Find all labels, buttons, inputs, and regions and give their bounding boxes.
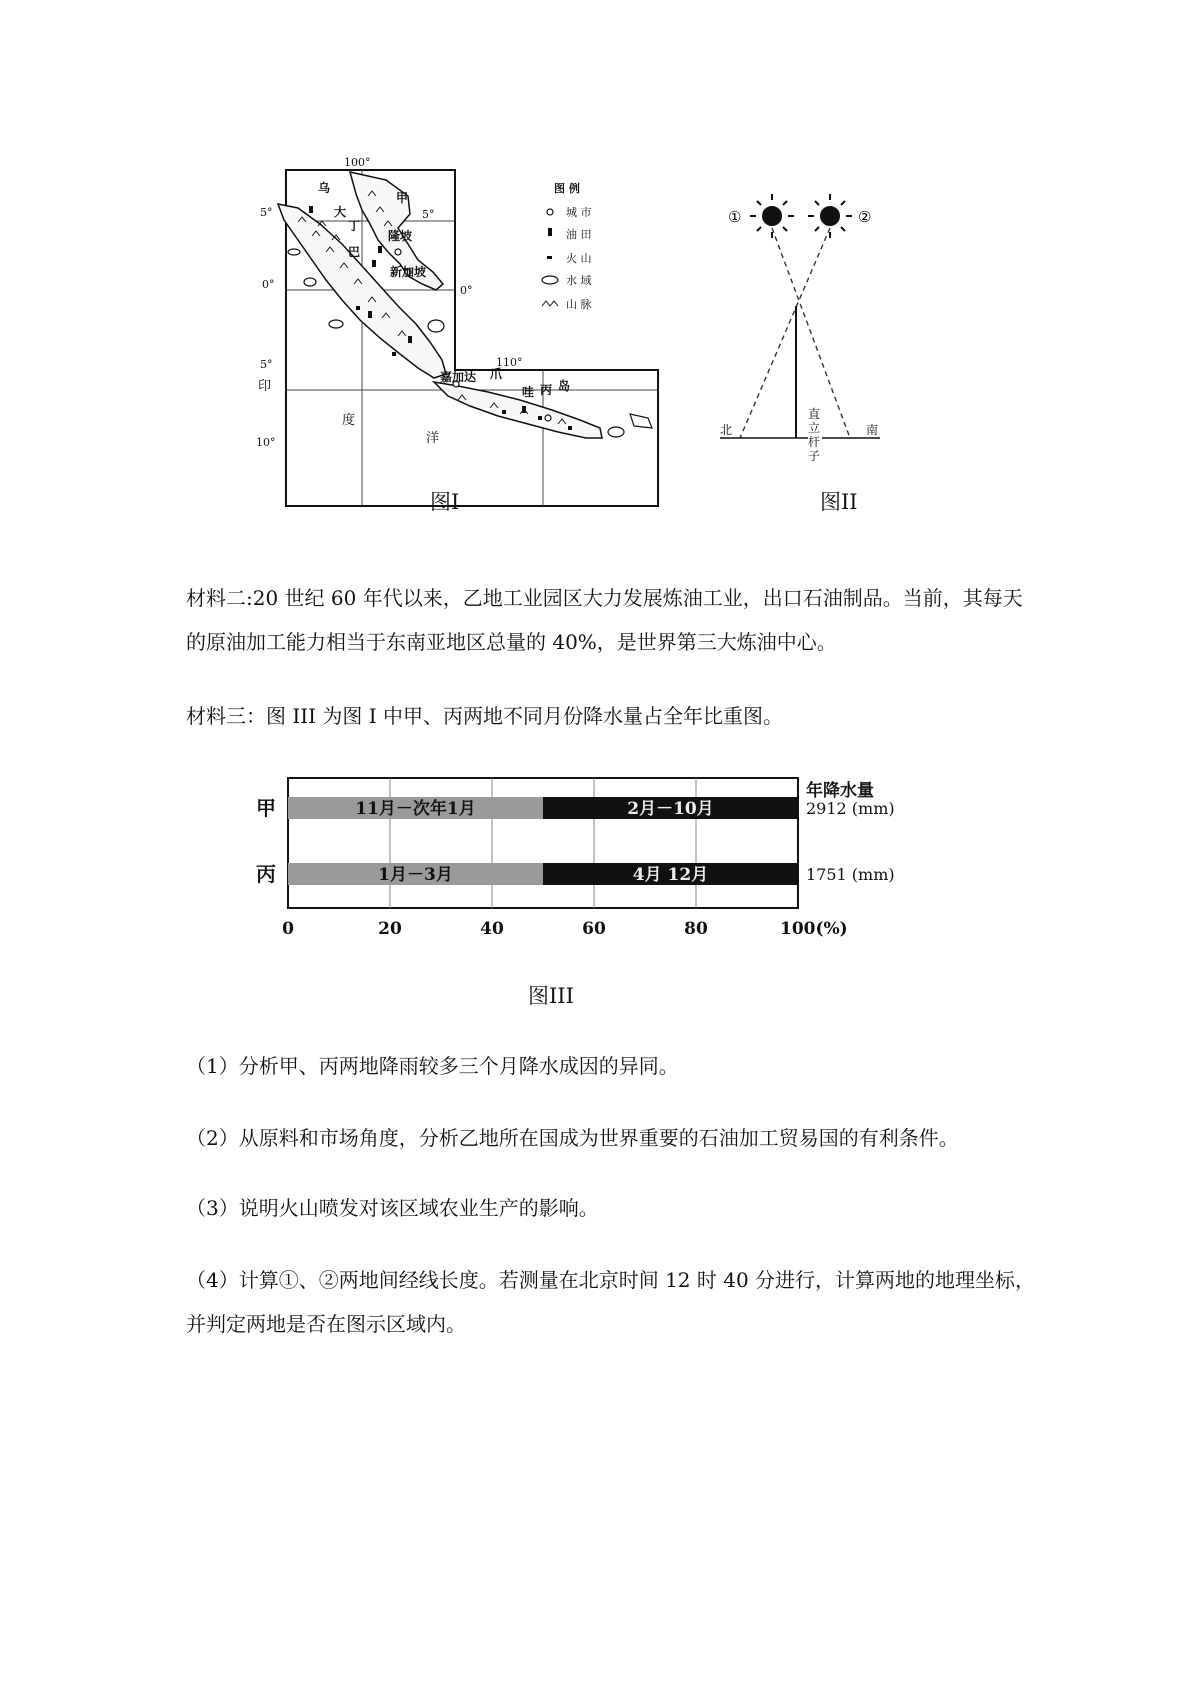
island-shape xyxy=(630,414,652,428)
figure-3-caption: 图III xyxy=(528,984,574,1008)
material-3-paragraph: 材料三：图 III 为图 I 中甲、丙两地不同月份降水量占全年比重图。 xyxy=(186,704,784,728)
island-shape xyxy=(428,320,444,332)
place-label: 隆坡 xyxy=(388,229,413,243)
annual-precip-value: 1751 (mm) xyxy=(806,865,895,884)
place-label: 新加坡 xyxy=(390,265,427,279)
map-legend xyxy=(542,181,592,311)
sun-label-2: ② xyxy=(858,208,872,226)
annual-header: 年降水量 xyxy=(806,781,874,801)
legend-label: 山 脉 xyxy=(566,298,592,311)
place-label: 洋 xyxy=(426,431,440,446)
lat-label-0-left: 0° xyxy=(262,278,275,291)
place-label: 嘉加达 xyxy=(440,370,477,384)
pole-label: 直立杆子 xyxy=(808,407,821,463)
question-2: （2）从原料和市场角度，分析乙地所在国成为世界重要的石油加工贸易国的有利条件。 xyxy=(186,1126,959,1150)
x-tick-label: 100(%) xyxy=(780,919,848,939)
lon-label-100: 100° xyxy=(344,156,371,169)
sun-label-1: ① xyxy=(728,208,742,226)
legend-label: 城 市 xyxy=(566,206,592,219)
north-label: 北 xyxy=(720,423,733,437)
map-frame xyxy=(286,170,658,506)
south-label: 南 xyxy=(866,423,879,437)
figure-1-caption: 图I xyxy=(430,490,460,514)
legend-label: 火 山 xyxy=(566,252,592,265)
question-3: （3）说明火山喷发对该区域农业生产的影响。 xyxy=(186,1196,599,1220)
bar-segment-label: 2月－10月 xyxy=(627,799,714,819)
legend-label: 油 田 xyxy=(566,228,592,241)
category-label: 甲 xyxy=(256,796,276,820)
lat-label-0-right: 0° xyxy=(460,284,473,297)
place-label: 大 xyxy=(334,205,347,219)
island-shape xyxy=(608,427,624,437)
lon-label-110: 110° xyxy=(496,356,523,369)
city-symbol xyxy=(547,209,553,215)
place-label: 印 xyxy=(258,379,272,394)
question-1: （1）分析甲、丙两地降雨较多三个月降水成因的异同。 xyxy=(186,1054,679,1078)
place-label: 岛 xyxy=(558,379,571,393)
volcano-symbol xyxy=(547,256,552,259)
x-tick-label: 20 xyxy=(378,919,402,939)
mountain-symbol xyxy=(542,301,558,306)
island-shape xyxy=(304,278,316,286)
island-shape xyxy=(329,320,343,328)
lat-label-10s: 10° xyxy=(256,436,276,449)
category-label: 丙 xyxy=(256,862,276,886)
x-tick-label: 40 xyxy=(480,919,504,939)
legend-label: 水 域 xyxy=(566,274,592,287)
lat-label-5s: 5° xyxy=(260,358,273,371)
material-2-paragraph: 材料二:20 世纪 60 年代以来，乙地工业园区大力发展炼油工业，出口石油制品。当前，其每天的原油加工能力相当于东南亚地区总量的 40%，是世界第三大炼油中心。 xyxy=(186,586,1023,654)
figure-2-caption: 图II xyxy=(820,490,858,514)
place-label: 巴 xyxy=(348,245,361,259)
x-tick-label: 0 xyxy=(282,919,294,939)
figure-2-shadow-diagram xyxy=(710,180,890,460)
legend-title: 图 例 xyxy=(554,182,580,195)
bar-segment-label: 4月 12月 xyxy=(632,865,709,885)
place-label: 度 xyxy=(342,413,356,428)
chart-x-ticks xyxy=(282,919,848,939)
figure-1-map xyxy=(258,156,678,516)
lat-label-5n-right: 5° xyxy=(422,208,435,221)
place-label: 爪 xyxy=(490,367,503,381)
place-label: 哇 xyxy=(522,385,535,399)
place-label: 乌 xyxy=(318,181,331,195)
island-shape xyxy=(288,249,300,255)
oilfield-symbols xyxy=(309,206,526,413)
x-tick-label: 60 xyxy=(582,919,606,939)
sun-icon xyxy=(808,194,852,238)
chart-bars xyxy=(288,797,895,885)
figure-3-chart xyxy=(248,772,968,962)
water-symbol xyxy=(542,276,558,284)
oilfield-symbol xyxy=(548,228,552,236)
chart-categories xyxy=(256,796,276,886)
annual-precip-value: 2912 (mm) xyxy=(806,799,895,818)
sun-icon xyxy=(750,194,794,238)
place-label: 丁 xyxy=(348,219,361,233)
bar-segment-label: 11月－次年1月 xyxy=(355,799,476,819)
question-4: （4）计算①、②两地间经线长度。若测量在北京时间 12 时 40 分进行，计算两地的地理坐标，并判定两地是否在图示区域内。 xyxy=(186,1268,1036,1336)
place-label: 甲 xyxy=(396,191,409,205)
x-tick-label: 80 xyxy=(684,919,708,939)
place-label: 丙 xyxy=(540,383,553,397)
bar-segment-label: 1月－3月 xyxy=(378,865,453,885)
lat-label-5n-left: 5° xyxy=(260,206,273,219)
